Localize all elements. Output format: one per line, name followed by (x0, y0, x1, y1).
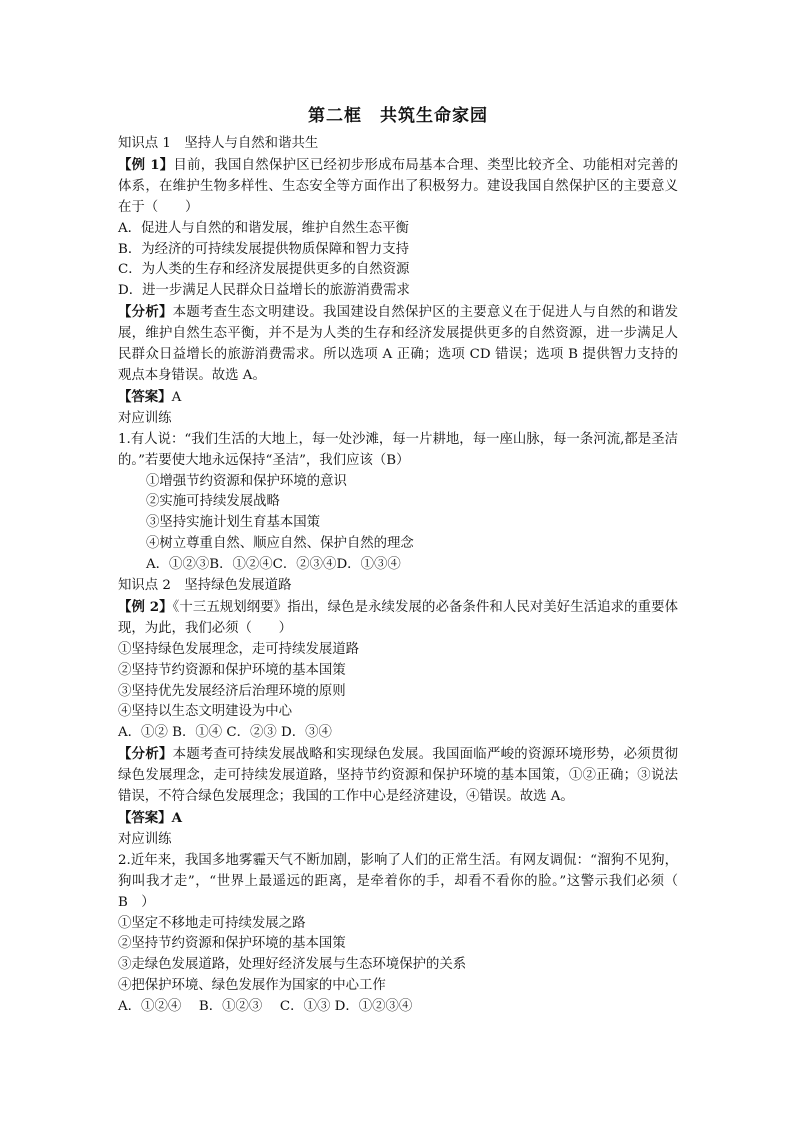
practice-question-1-item: ②实施可持续发展战略 (146, 494, 280, 510)
example-2 (118, 597, 678, 640)
practice-question-1-options: A．①②③B．①②④C．②③④D．①③④ (146, 557, 401, 573)
example-2-item: ④坚持以生态文明建设为中心 (118, 704, 293, 720)
example-1-tag: 【例 1】 (118, 156, 174, 173)
example-2-answer (118, 808, 678, 830)
practice-question-1-item: ①增强节约资源和保护环境的意识 (146, 473, 347, 489)
example-1-answer (118, 387, 678, 409)
document-page (118, 104, 692, 1018)
example-1-text: 目前，我国自然保护区已经初步形成布局基本合理、类型比较齐全、功能相对完善的体系，在维护生物多样性、生态安全等方面作出了积极努力。建设我国自然保护区的主要意义在于（ ） (118, 157, 678, 215)
example-2-options: A．①② B．①④ C．②③ D．③④ (118, 725, 332, 741)
practice-question-2-options: A．①②④ B．①②③ C．①③ D．①②③④ (118, 999, 413, 1015)
answer-tag: 【答案】 (118, 388, 172, 405)
analysis-text: 本题考查可持续发展战略和实现绿色发展。我国面临严峻的资源环境形势，必须贯彻绿色发展理念，走可持续发展道路，坚持节约资源和保护环境的基本国策，①②正确；③说法错误，不符合绿色发展理念；我国的工作中心是经济建设，④错误。故选 A。 (118, 747, 679, 805)
practice-question-2: 2.近年来，我国多地雾霾天气不断加剧，影响了人们的正常生活。有网友调侃：“溜狗不见狗，狗叫我才走”，“世界上最遥远的距离，是牵着你的手，却看不看你的脸。”这警示我们必须（ B ） (118, 852, 692, 910)
knowledge-point-1-heading: 知识点 1 坚持人与自然和谐共生 (118, 136, 319, 151)
practice-question-2-item: ①坚定不移地走可持续发展之路 (118, 915, 306, 931)
analysis-text: 本题考查生态文明建设。我国建设自然保护区的主要意义在于促进人与自然的和谐发展，维护自然生态平衡，并不是为人类的生存和经济发展提供更多的自然资源，进一步满足人民群众日益增长的旅游消费需求。所以选项 A 正确；选项 CD 错误；选项 B 提供智力支持的观点本身错误。故选 A。 (118, 305, 679, 383)
practice-question-1-item: ③坚持实施计划生育基本国策 (146, 515, 321, 531)
example-2-tag: 【例 2】 (118, 598, 173, 615)
practice-question-1-item: ④树立尊重自然、顺应自然、保护自然的理念 (146, 536, 414, 552)
example-2-analysis (118, 744, 678, 808)
analysis-tag: 【分析】 (118, 304, 173, 321)
example-1 (118, 155, 678, 219)
example-2-text: 《十三五规划纲要》指出，绿色是永续发展的必备条件和人民对美好生活追求的重要体现，为此，我们必须（ ） (118, 599, 678, 636)
practice-question-2-item: ③走绿色发展道路，处理好经济发展与生态环境保护的关系 (118, 957, 467, 973)
answer-tag: 【答案】 (118, 810, 172, 826)
example-1-option-c: C．为人类的生存和经济发展提供更多的自然资源 (118, 262, 410, 278)
example-2-item: ①坚持绿色发展理念，走可持续发展道路 (118, 641, 360, 657)
answer-value: A (171, 389, 182, 405)
practice-question-1: 1.有人说：“我们生活的大地上，每一处沙滩，每一片耕地，每一座山脉，每一条河流,都是圣洁的。”若要使大地永远保持“圣洁”，我们应该（B） (118, 431, 678, 468)
practice-question-2-item: ②坚持节约资源和保护环境的基本国策 (118, 936, 346, 952)
example-1-analysis (118, 302, 678, 387)
example-1-option-b: B．为经济的可持续发展提供物质保障和智力支持 (118, 241, 410, 257)
example-2-item: ②坚持节约资源和保护环境的基本国策 (118, 662, 346, 678)
example-1-option-d: D．进一步满足人民群众日益增长的旅游消费需求 (118, 283, 410, 299)
answer-value: A (171, 810, 182, 826)
practice-label: 对应训练 (118, 410, 172, 426)
knowledge-point-2-heading: 知识点 2 坚持绿色发展道路 (118, 578, 292, 594)
practice-question-2-item: ④把保护环境、绿色发展作为国家的中心工作 (118, 978, 386, 994)
analysis-tag: 【分析】 (118, 746, 173, 763)
example-1-option-a: A．促进人与自然的和谐发展，维护自然生态平衡 (118, 220, 409, 236)
page-title: 第二框 共筑生命家园 (308, 106, 488, 126)
practice-label: 对应训练 (118, 831, 172, 847)
example-2-item: ③坚持优先发展经济后治理环境的原则 (118, 683, 346, 699)
